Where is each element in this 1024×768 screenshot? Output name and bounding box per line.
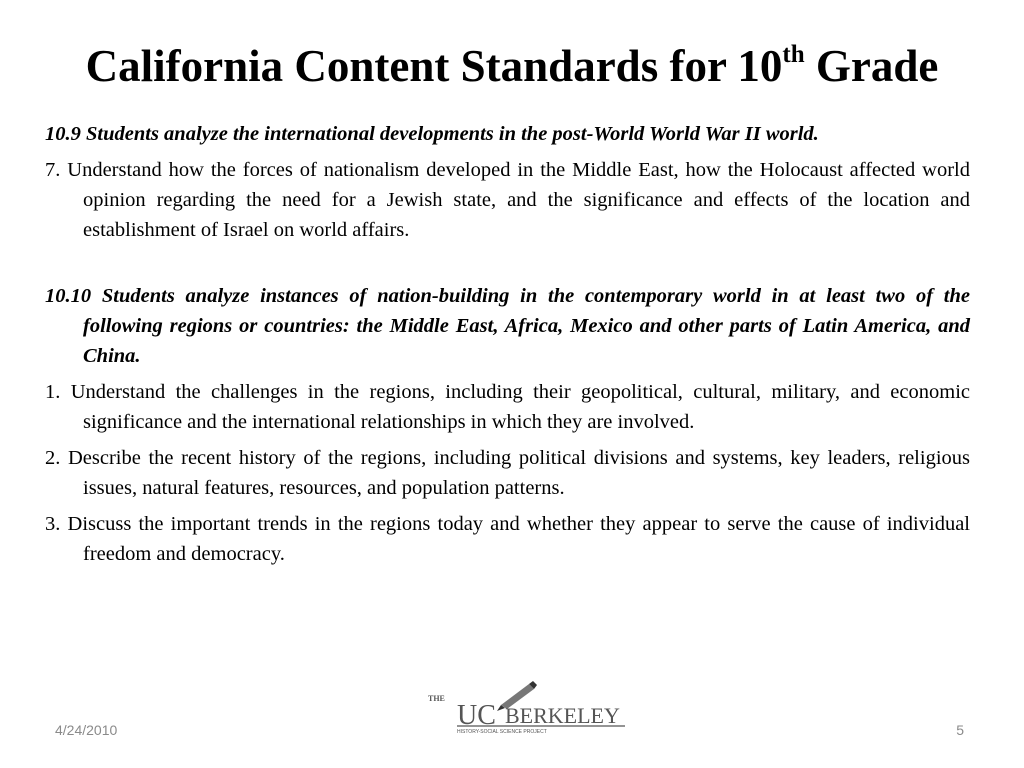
logo-the: THE: [428, 694, 445, 703]
slide-title: [0, 38, 1024, 102]
logo-tagline: HISTORY-SOCIAL SCIENCE PROJECT: [457, 729, 547, 735]
title-superscript: th: [782, 41, 805, 68]
standard-heading: 10.9 Students analyze the international developments in the post-World World War II world.: [45, 123, 819, 145]
standard-heading: 10.10 Students analyze instances of nation-building in the contemporary world in at least two of the following regions or countries: the Middle East, Africa, Mexico and other parts of Latin America, and China.: [45, 285, 970, 367]
title-end: Grade: [804, 41, 939, 91]
footer-date: 4/24/2010: [55, 722, 118, 738]
logo-uc: UC: [457, 700, 496, 731]
standard-item: 3. Discuss the important trends in the regions today and whether they appear to serve the cause of individual freedom and democracy.: [45, 513, 970, 565]
slide-number: 5: [956, 722, 964, 738]
standard-item: 7. Understand how the forces of nationalism developed in the Middle East, how the Holocaust affected world opinion regarding the need for a Jewish state, and the significance and effects of the location and establishment of Israel on world affairs.: [45, 159, 970, 241]
uc-berkeley-logo: [425, 680, 630, 736]
standards-content: [45, 119, 970, 575]
standard-item: 2. Describe the recent history of the regions, including political divisions and systems, key leaders, religious issues, natural features, resources, and population patterns.: [45, 447, 970, 499]
standard-item: 1. Understand the challenges in the regions, including their geopolitical, cultural, military, and economic significance and the international relationships in which they are involved.: [45, 381, 970, 433]
logo-berkeley: BERKELEY: [505, 703, 620, 728]
title-main: California Content Standards for 10: [85, 41, 783, 91]
